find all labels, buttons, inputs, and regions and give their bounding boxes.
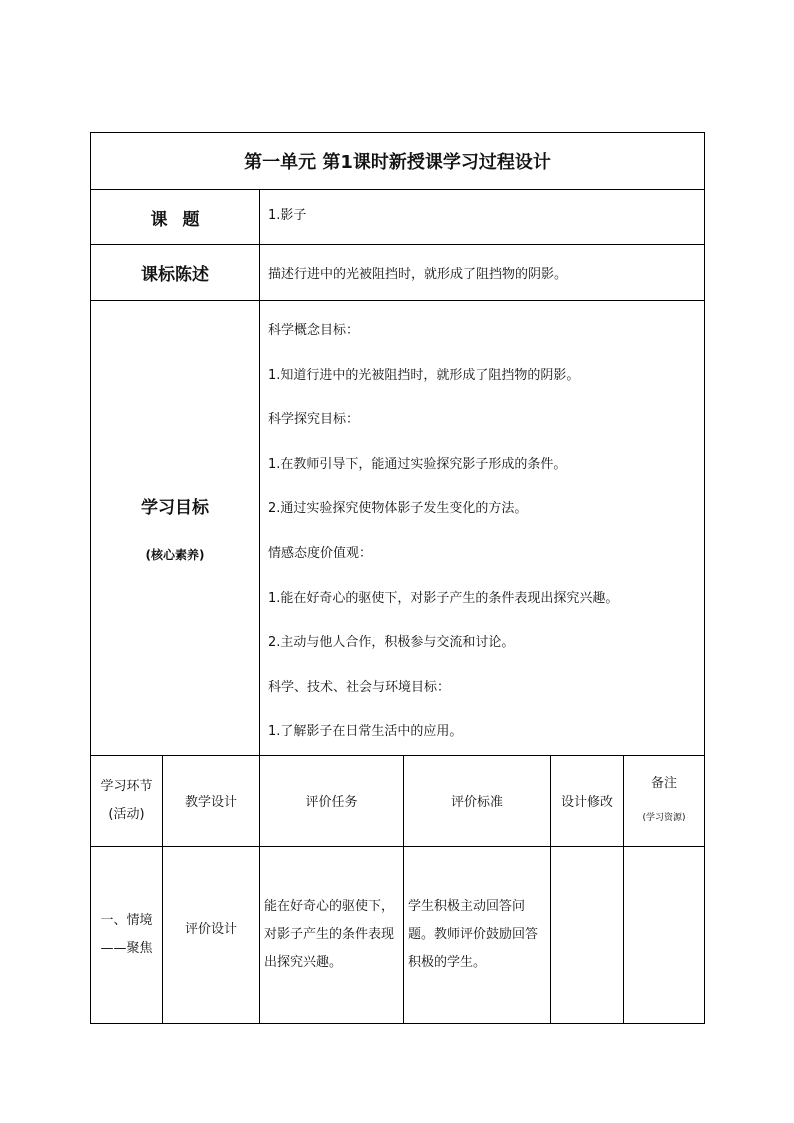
- row-task: 能在好奇心的驱使下，对影子产生的条件表现出探究兴趣。: [260, 846, 404, 1023]
- objectives-list: [260, 301, 705, 756]
- table-row: [91, 846, 705, 1023]
- header-phase: [91, 755, 163, 846]
- objective-line: 1.在教师引导下，能通过实验探究影子形成的条件。: [268, 456, 567, 472]
- objective-line: 科学概念目标：: [268, 323, 360, 338]
- header-phase-line1: 学习环节: [100, 778, 153, 794]
- header-note-label: 备注: [651, 775, 678, 791]
- process-header-row: [91, 755, 705, 846]
- header-note: [624, 755, 705, 846]
- topic-label-char-2: 题: [182, 209, 200, 230]
- objectives-label-cell: [91, 301, 260, 756]
- objectives-row: [91, 301, 705, 756]
- objective-line: 1.能在好奇心的驱使下，对影子产生的条件表现出探究兴趣。: [268, 590, 619, 606]
- objective-line: 2.通过实验探究使物体影子发生变化的方法。: [268, 501, 528, 517]
- row-design: [163, 846, 260, 1023]
- row-phase-line1: 一、情境: [100, 912, 153, 928]
- objective-line: 情感态度价值观：: [268, 545, 373, 561]
- row-phase-line2: ——聚焦: [100, 940, 153, 956]
- standard-row: [91, 245, 705, 301]
- standard-value: 描述行进中的光被阻挡时，就形成了阻挡物的阴影。: [260, 245, 705, 301]
- objectives-label: 学习目标: [141, 497, 209, 518]
- standard-label: 课标陈述: [91, 245, 260, 301]
- row-design-text: 评价设计: [184, 922, 237, 938]
- topic-value: 1.影子: [260, 190, 705, 245]
- lesson-plan-table: [90, 132, 705, 1024]
- header-phase-line2: (活动): [108, 806, 145, 822]
- objective-line: 2.主动与他人合作，积极参与交流和讨论。: [268, 635, 515, 651]
- objective-line: 科学探究目标：: [268, 412, 360, 428]
- document-title: 第一单元 第1课时新授课学习过程设计: [91, 133, 705, 190]
- header-note-sub: (学习资源): [642, 812, 686, 823]
- header-design: 教学设计: [163, 755, 260, 846]
- objective-line: 1.了解影子在日常生活中的应用。: [268, 724, 463, 740]
- header-task: 评价任务: [260, 755, 404, 846]
- topic-label-char-1: 课: [150, 209, 168, 230]
- objective-line: 科学、技术、社会与环境目标：: [268, 679, 451, 695]
- row-criteria: 学生积极主动回答问题。教师评价鼓励回答积极的学生。: [404, 846, 551, 1023]
- objective-line: 1.知道行进中的光被阻挡时，就形成了阻挡物的阴影。: [268, 367, 580, 383]
- row-note: [624, 846, 705, 1023]
- topic-label: [91, 190, 260, 245]
- topic-row: [91, 190, 705, 245]
- row-phase: [91, 846, 163, 1023]
- objectives-sublabel: (核心素养): [145, 547, 205, 562]
- header-revision: 设计修改: [551, 755, 624, 846]
- row-revision: [551, 846, 624, 1023]
- header-criteria: 评价标准: [404, 755, 551, 846]
